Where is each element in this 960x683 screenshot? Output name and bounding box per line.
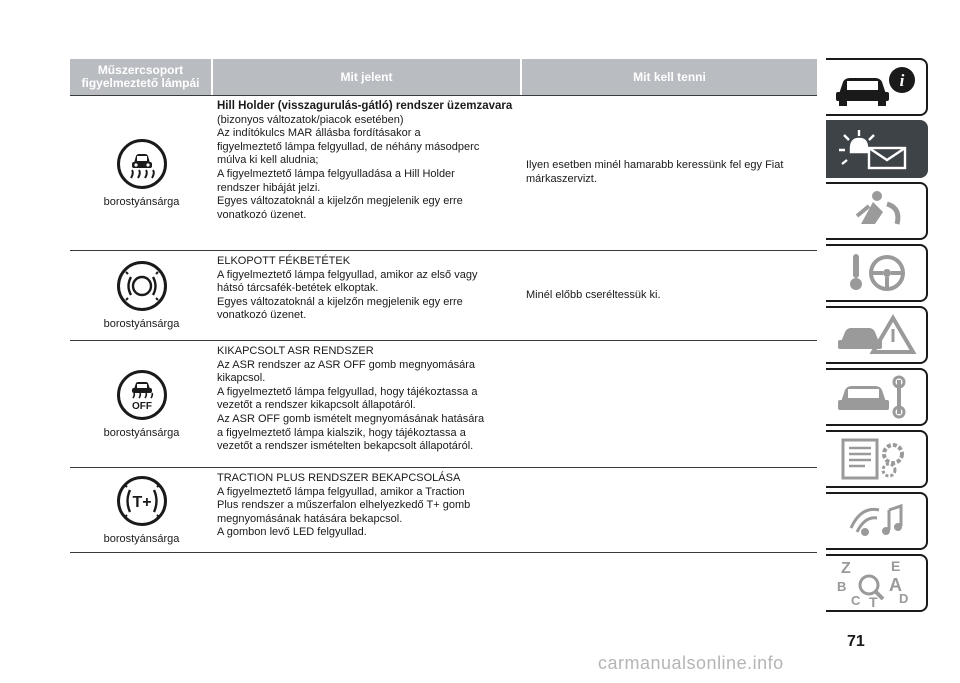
- svg-text:C: C: [851, 593, 861, 608]
- color-label: borostyánsárga: [103, 426, 180, 439]
- header-meaning: Mit jelent: [213, 59, 520, 95]
- asr-off-icon: [117, 370, 167, 420]
- page-number: 71: [847, 633, 865, 650]
- table-row: [70, 95, 817, 250]
- tab-safety[interactable]: [826, 182, 928, 240]
- color-label: borostyánsárga: [103, 532, 180, 545]
- chapter-tabs: [826, 58, 928, 616]
- table-row: [70, 340, 817, 467]
- row-title: Hill Holder (visszagurulás-gátló) rendszer üzemzavara: [217, 100, 513, 112]
- traction-plus-icon: [117, 476, 167, 526]
- action-cell: Ilyen esetben minél hamarabb keressünk fel egy Fiat márkaszervizt.: [526, 159, 784, 185]
- meaning-cell: KIKAPCSOLT ASR RENDSZER Az ASR rendszer az ASR OFF gomb megnyomására kikapcsol. A figyelmeztető lámpa felgyullad, hogy tájékoztassa a vezetőt a rendszer kikapcsolt állapotáról. Az ASR OFF gomb ismételt megnyomásának hatására a figyelmeztető lámpa kialszik, hogy tájékoztassa a vezetőt a rendszer ismételten bekapcsolt állapotáról.: [217, 345, 485, 453]
- airbag-seat-icon: [831, 188, 921, 234]
- tab-index[interactable]: [826, 554, 928, 612]
- header-action: Mit kell tenni: [522, 59, 817, 95]
- color-label: borostyánsárga: [103, 318, 180, 330]
- icon-cell: [70, 96, 213, 250]
- action-cell: [522, 468, 817, 552]
- meaning-cell: ELKOPOTT FÉKBETÉTEK A figyelmeztető lámpa felgyullad, amikor az első vagy hátsó tárcsafék-betétek elkoptak. Egyes változatoknál a kijelzőn megjelenik egy erre vonatkozó üzenet.: [217, 255, 478, 322]
- svg-text:D: D: [899, 591, 909, 606]
- brake-pad-wear-icon: [117, 261, 167, 311]
- svg-text:A: A: [889, 575, 902, 595]
- asr-off-label: OFF: [131, 400, 152, 412]
- warning-lights-table: [70, 59, 817, 553]
- svg-text:Z: Z: [841, 560, 851, 577]
- tab-warning-lights[interactable]: [826, 120, 928, 178]
- tab-car-info[interactable]: [826, 58, 928, 116]
- table-header: [70, 59, 817, 95]
- car-info-icon: [831, 64, 921, 110]
- tab-multimedia[interactable]: [826, 492, 928, 550]
- table-row: [70, 467, 817, 553]
- emergency-triangle-icon: [831, 312, 921, 358]
- alphabetical-index-icon: [831, 557, 921, 609]
- svg-text:T: T: [869, 594, 878, 609]
- action-cell: Minél előbb cseréltessük ki.: [526, 288, 661, 301]
- icon-cell: [70, 341, 213, 467]
- icon-cell: [70, 251, 213, 340]
- color-label: borostyánsárga: [103, 195, 180, 208]
- table-row: [70, 250, 817, 340]
- tab-emergency[interactable]: [826, 306, 928, 364]
- action-cell: [522, 341, 817, 467]
- header-warning-lights: Műszercsoport figyelmeztető lámpái: [70, 59, 211, 95]
- specs-gear-icon: [831, 436, 921, 482]
- meaning-cell: Hill Holder (visszagurulás-gátló) rendszer üzemzavara (bizonyos változatok/piacok esetében) Az indítókulcs MAR állásba fordításakor a figyelmeztető lámpa felgyullad, de néhány másodperc múlva ki kell aludnia; A figyelmeztető lámpa felgyulladása a Hill Holder rendszer hibáját jelzi. Egyes változatoknál a kijelzőn megjelenik egy erre vonatkozó üzenet.: [213, 96, 522, 250]
- tab-starting-driving[interactable]: [826, 244, 928, 302]
- traction-plus-label: T+: [131, 493, 152, 511]
- tab-technical-data[interactable]: [826, 430, 928, 488]
- multimedia-icon: [831, 498, 921, 544]
- icon-cell: [70, 468, 213, 552]
- car-maintenance-icon: [831, 374, 921, 420]
- meaning-cell: TRACTION PLUS RENDSZER BEKAPCSOLÁSA A figyelmeztető lámpa felgyullad, amikor a Traction Plus rendszer a műszerfalon elhelyezkedő T+ gomb megnyomásának hatására bekapcsol. A gombon levő LED felgyullad.: [217, 472, 471, 539]
- warning-light-message-icon: [831, 126, 921, 172]
- svg-text:E: E: [891, 558, 901, 574]
- svg-text:B: B: [837, 579, 847, 594]
- watermark: carmanualsonline.info: [598, 653, 784, 673]
- svg-text:i: i: [899, 71, 905, 90]
- traction-skid-icon: [117, 139, 167, 189]
- tab-maintenance[interactable]: [826, 368, 928, 426]
- key-steering-wheel-icon: [831, 250, 921, 296]
